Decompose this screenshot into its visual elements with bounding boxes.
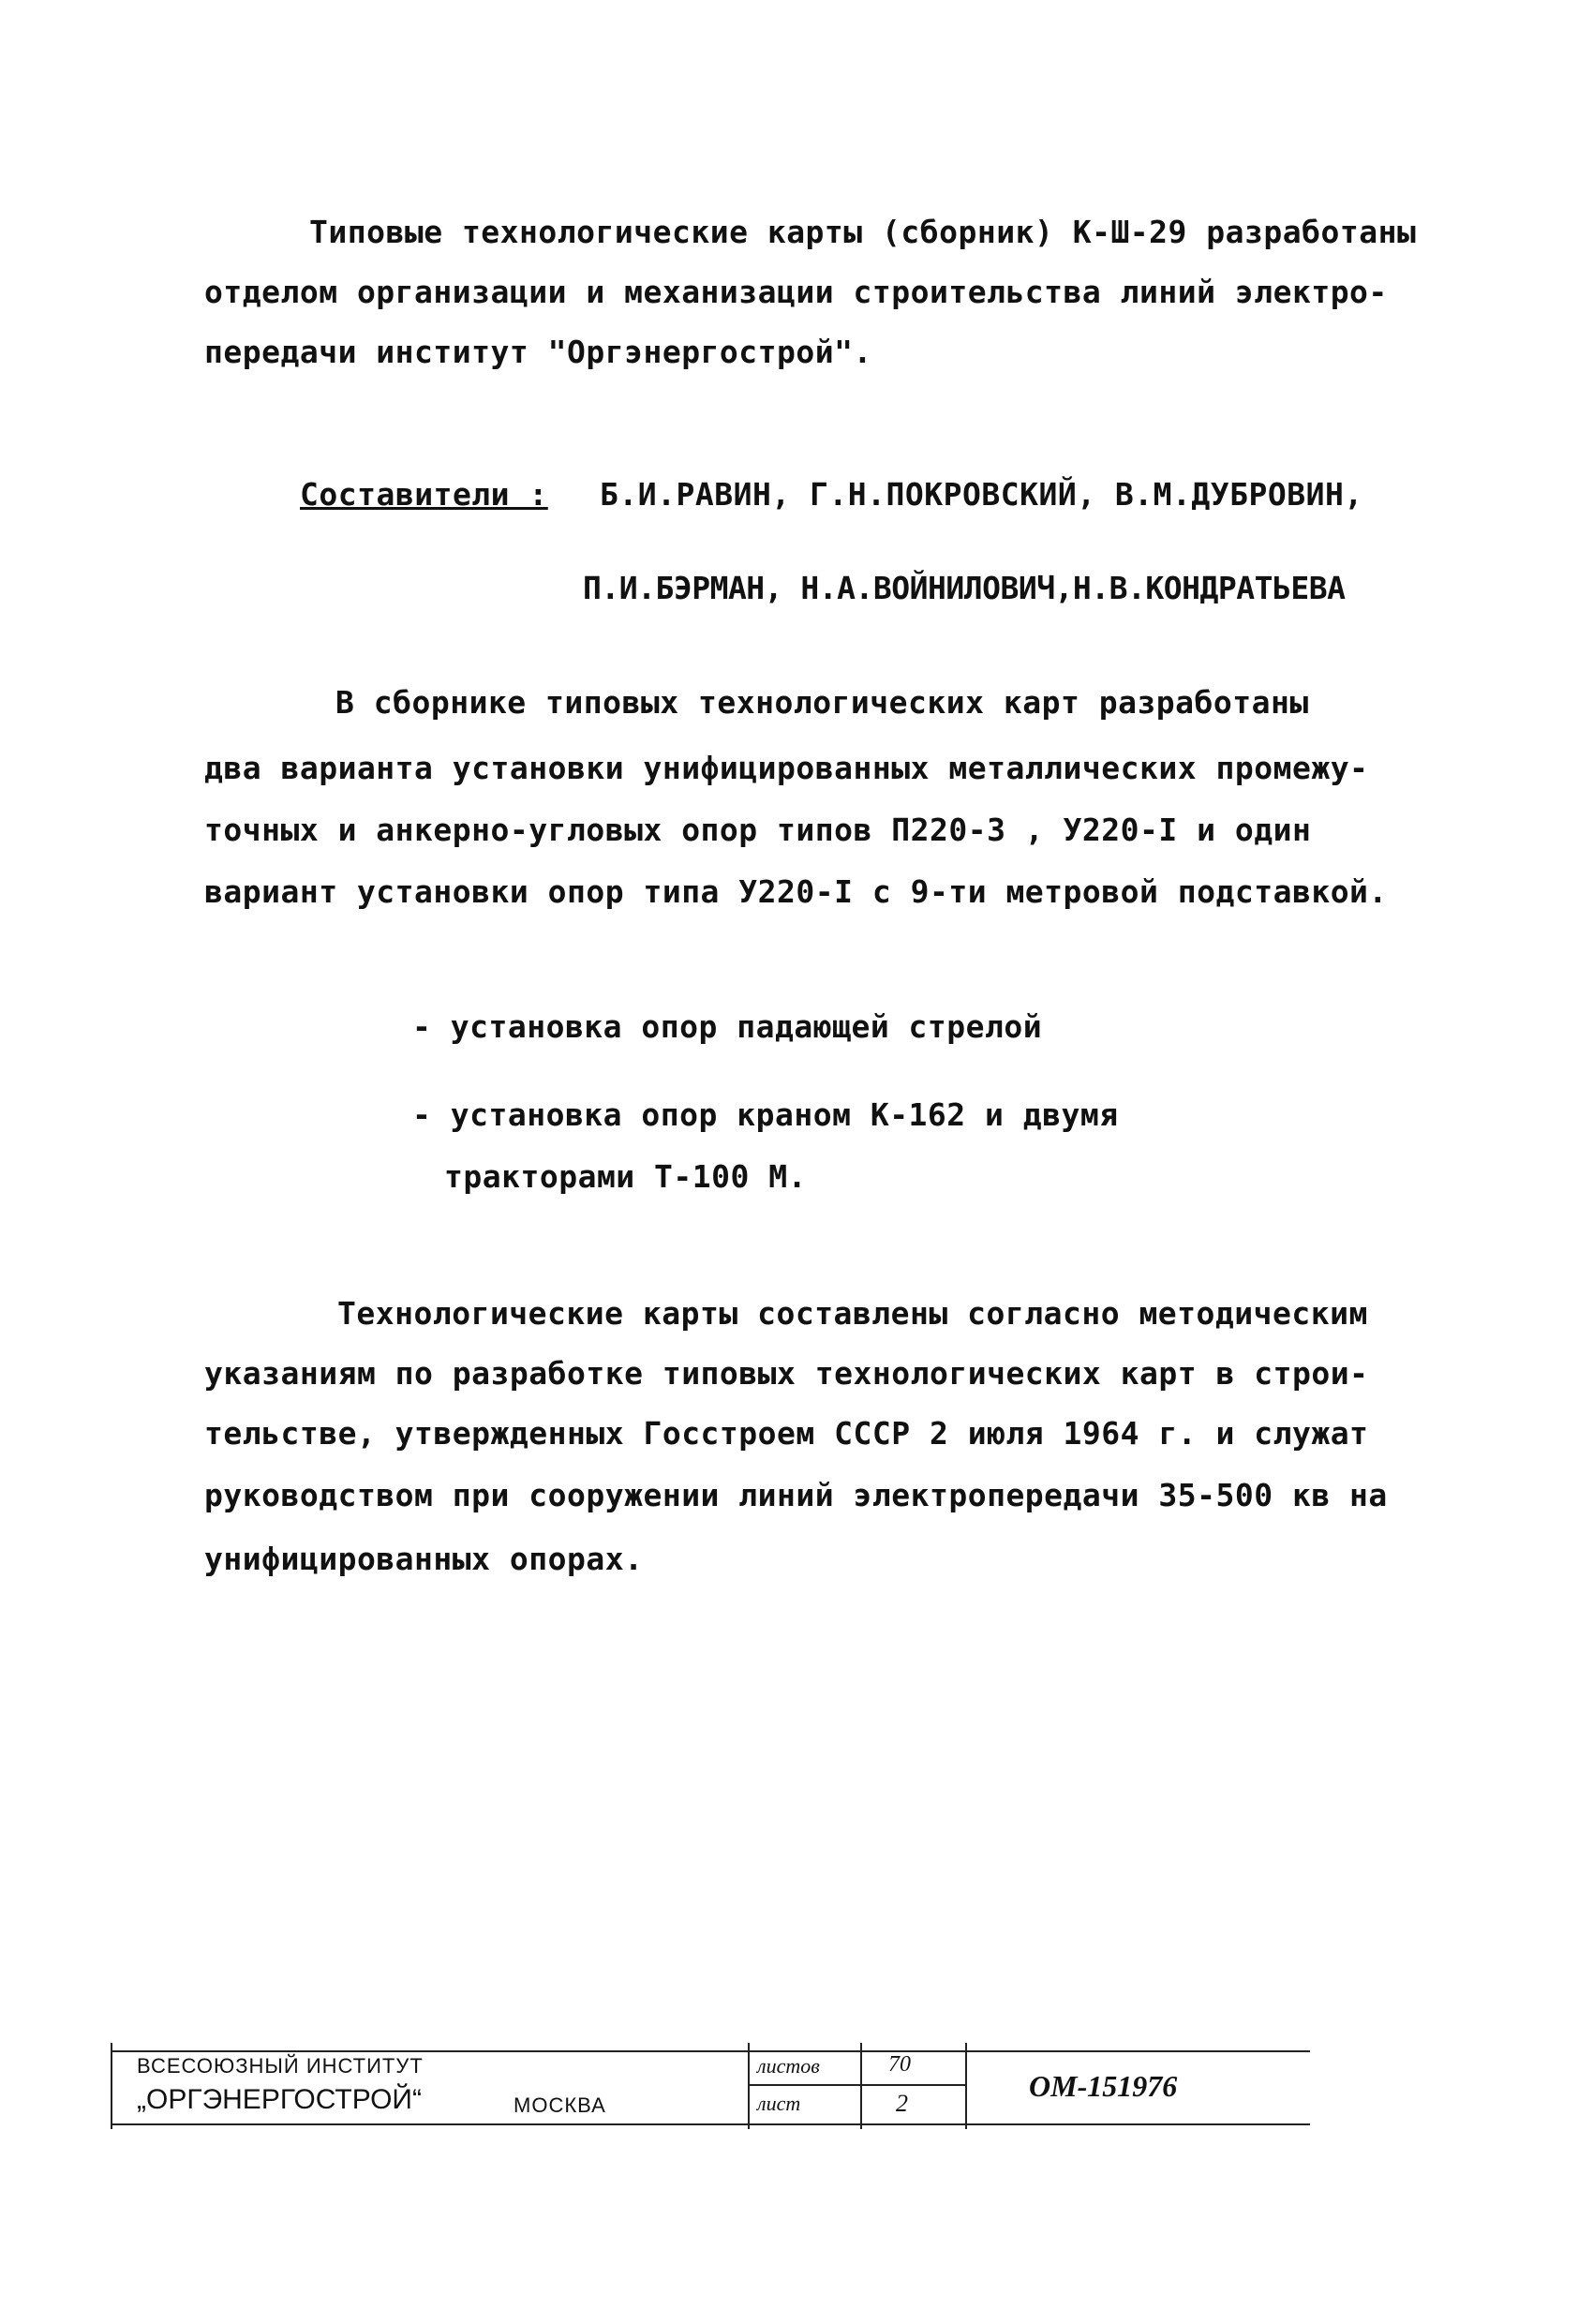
title-block-divider-3	[965, 2043, 967, 2129]
title-block-mid-rule	[748, 2084, 965, 2086]
methodology-line-5: унифицированных опорах.	[204, 1541, 644, 1577]
title-block-left-border	[111, 2043, 112, 2129]
collection-line-1: В сборнике типовых технологических карт разработаны	[335, 684, 1309, 721]
sheets-value: 70	[888, 2052, 911, 2077]
org-line-2: „ОРГЭНЕРГОСТРОЙ“	[137, 2084, 422, 2115]
collection-line-4: вариант установки опор типа У220-I с 9-ти метровой подставкой.	[204, 873, 1388, 910]
city: МОСКВА	[514, 2093, 606, 2117]
methodology-line-1: Технологические карты составлены согласно методическим	[337, 1295, 1368, 1332]
intro-line-1: Типовые технологические карты (сборник) К-Ш-29 разработаны	[309, 214, 1417, 250]
sheet-value: 2	[896, 2090, 908, 2117]
methodology-line-4: руководством при сооружении линий электропередачи 35-500 кв на	[204, 1477, 1388, 1513]
collection-line-2: два варианта установки унифицированных металлических промежу-	[204, 750, 1369, 786]
sheet-label: лист	[757, 2092, 801, 2115]
authors-line-1: Б.И.РАВИН, Г.Н.ПОКРОВСКИЙ, В.М.ДУБРОВИН,	[600, 476, 1363, 513]
title-block-divider-2	[860, 2043, 862, 2129]
methodology-line-3: тельстве, утвержденных Госстроем СССР 2 июля 1964 г. и служат	[204, 1415, 1369, 1452]
authors-line-2: П.И.БЭРМАН, Н.А.ВОЙНИЛОВИЧ,Н.В.КОНДРАТЬЕВА	[583, 570, 1346, 606]
org-line-1: ВСЕСОЮЗНЫЙ ИНСТИТУТ	[137, 2054, 424, 2078]
title-block	[111, 2043, 1310, 2129]
sheets-label: листов	[757, 2054, 820, 2078]
document-number: ОМ-151976	[1029, 2069, 1178, 2103]
authors-label: Составители :	[300, 476, 548, 513]
bullet-2: - установка опор краном К-162 и двумя	[412, 1096, 1119, 1133]
bullet-1: - установка опор падающей стрелой	[412, 1008, 1043, 1045]
intro-line-3: передачи институт "Оргэнергострой".	[204, 334, 872, 370]
bullet-2-continuation: тракторами Т-100 М.	[444, 1158, 807, 1195]
methodology-line-2: указаниям по разработке типовых технологических карт в строи-	[204, 1355, 1369, 1392]
collection-line-3: точных и анкерно-угловых опор типов П220-3 , У220-I и один	[204, 812, 1312, 848]
title-block-divider-1	[748, 2043, 750, 2129]
intro-line-2: отделом организации и механизации строительства линий электро-	[204, 274, 1388, 310]
